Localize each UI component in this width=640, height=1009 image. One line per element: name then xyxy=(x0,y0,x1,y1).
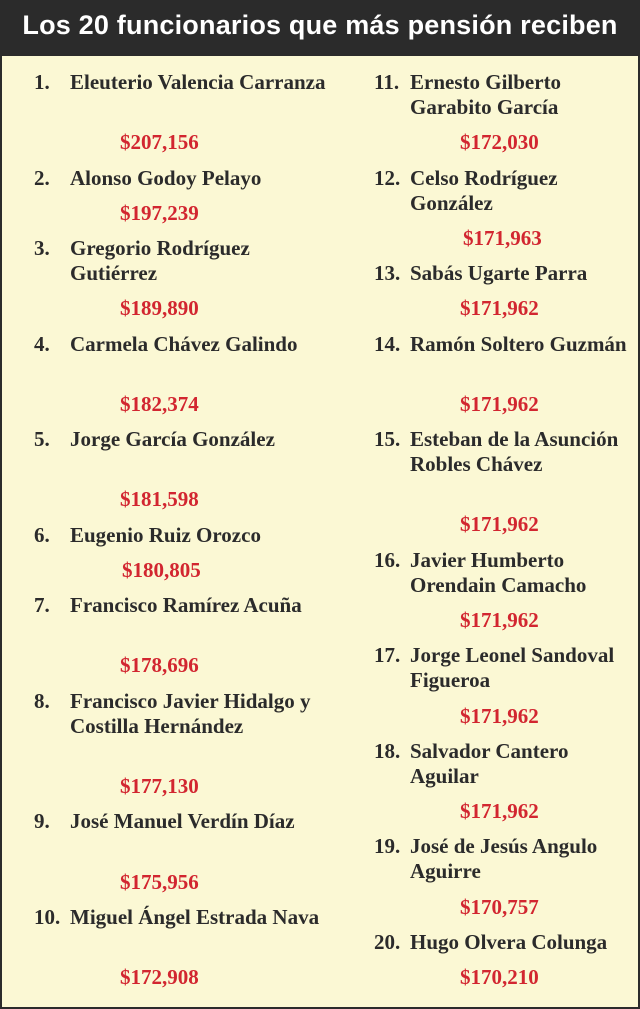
item-number: 6. xyxy=(34,523,50,547)
item-amount: $171,963 xyxy=(463,226,542,250)
item-amount: $180,805 xyxy=(122,558,201,582)
page-title: Los 20 funcionarios que más pensión reciben xyxy=(22,10,618,40)
item-name: Jorge Leonel Sandoval Figueroa xyxy=(410,643,615,692)
item-amount: $170,210 xyxy=(460,965,539,989)
item-amount: $171,962 xyxy=(460,296,539,320)
item-number: 13. xyxy=(374,261,401,285)
item-number: 11. xyxy=(374,70,400,94)
item-name: Francisco Ramírez Acuña xyxy=(70,593,302,617)
item-name: Gregorio Rodríguez Gutiérrez xyxy=(70,236,250,285)
item-number: 9. xyxy=(34,809,50,833)
item-amount: $189,890 xyxy=(120,296,199,320)
item-number: 17. xyxy=(374,643,401,667)
item-number: 7. xyxy=(34,593,50,617)
item-amount: $182,374 xyxy=(120,392,199,416)
item-number: 15. xyxy=(374,427,401,451)
item-name: Ernesto Gilberto Garabito García xyxy=(410,70,562,119)
item-number: 2. xyxy=(34,166,50,190)
item-amount: $172,908 xyxy=(120,965,199,989)
item-number: 18. xyxy=(374,739,401,763)
item-number: 4. xyxy=(34,332,50,356)
item-amount: $177,130 xyxy=(120,774,199,798)
item-name: Alonso Godoy Pelayo xyxy=(70,166,262,190)
header-bar xyxy=(2,2,638,56)
item-name: Esteban de la Asunción Robles Chávez xyxy=(410,427,619,476)
item-amount: $171,962 xyxy=(460,608,539,632)
item-number: 5. xyxy=(34,427,50,451)
item-amount: $170,757 xyxy=(460,895,539,919)
item-number: 16. xyxy=(374,548,401,572)
item-name: Sabás Ugarte Parra xyxy=(410,261,588,285)
item-name: José Manuel Verdín Díaz xyxy=(70,809,295,833)
item-name: José de Jesús Angulo Aguirre xyxy=(410,834,598,883)
item-number: 8. xyxy=(34,689,50,713)
item-name: Carmela Chávez Galindo xyxy=(70,332,298,356)
item-amount: $171,962 xyxy=(460,512,539,536)
item-amount: $197,239 xyxy=(120,201,199,225)
item-name: Hugo Olvera Colunga xyxy=(410,930,608,954)
item-amount: $171,962 xyxy=(460,704,539,728)
item-number: 12. xyxy=(374,166,401,190)
item-number: 19. xyxy=(374,834,401,858)
item-name: Francisco Javier Hidalgo y Costilla Hernández xyxy=(70,689,311,738)
item-number: 20. xyxy=(374,930,401,954)
item-name: Ramón Soltero Guzmán xyxy=(410,332,627,356)
item-number: 3. xyxy=(34,236,50,260)
item-amount: $181,598 xyxy=(120,487,199,511)
item-amount: $207,156 xyxy=(120,130,199,154)
item-name: Miguel Ángel Estrada Nava xyxy=(70,905,320,929)
item-name: Eleuterio Valencia Carranza xyxy=(70,70,326,94)
item-name: Celso Rodríguez González xyxy=(410,166,558,215)
item-amount: $178,696 xyxy=(120,653,199,677)
item-amount: $172,030 xyxy=(460,130,539,154)
item-number: 10. xyxy=(34,905,61,929)
item-name: Eugenio Ruiz Orozco xyxy=(70,523,261,547)
item-amount: $171,962 xyxy=(460,799,539,823)
item-number: 1. xyxy=(34,70,50,94)
item-name: Salvador Cantero Aguilar xyxy=(410,739,569,788)
item-amount: $175,956 xyxy=(120,870,199,894)
item-name: Jorge García González xyxy=(70,427,275,451)
item-name: Javier Humberto Orendain Camacho xyxy=(410,548,587,597)
item-number: 14. xyxy=(374,332,401,356)
item-amount: $171,962 xyxy=(460,392,539,416)
